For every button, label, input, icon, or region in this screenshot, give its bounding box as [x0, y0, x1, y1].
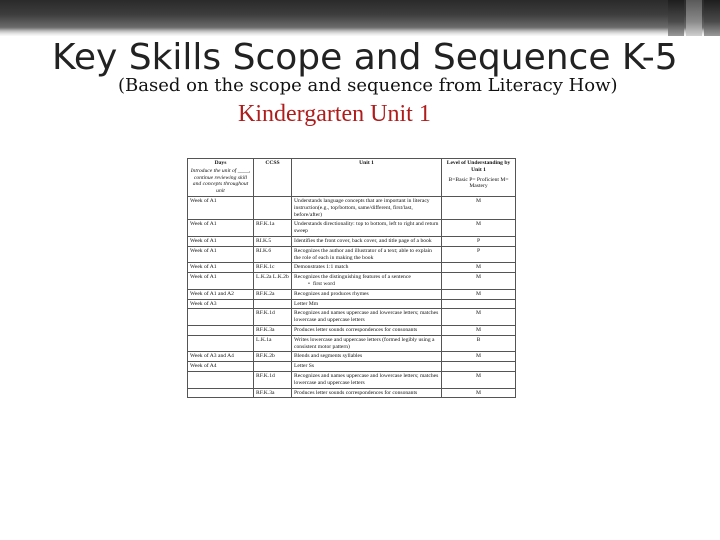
level-cell-text: P	[476, 247, 481, 254]
days-cell	[188, 263, 254, 273]
level-cell-text: M	[476, 197, 481, 204]
decorative-tab	[668, 0, 684, 36]
slide-top-bar	[0, 0, 720, 36]
ccss-cell	[254, 299, 292, 309]
days-cell	[188, 196, 254, 219]
level-cell	[442, 273, 516, 290]
level-header	[442, 159, 516, 197]
skill-cell-text: Blends and segments syllables	[294, 353, 363, 360]
unit-heading: Kindergarten Unit 1	[238, 101, 431, 127]
level-cell	[442, 325, 516, 335]
level-cell	[442, 371, 516, 388]
ccss-cell	[254, 273, 292, 290]
ccss-cell	[254, 352, 292, 362]
days-cell	[188, 299, 254, 309]
skill-cell	[292, 309, 442, 326]
ccss-cell	[254, 325, 292, 335]
table-row	[188, 371, 516, 388]
ccss-cell	[254, 220, 292, 237]
ccss-cell	[254, 371, 292, 388]
level-cell	[442, 299, 516, 309]
level-cell	[442, 388, 516, 398]
skill-cell	[292, 362, 442, 372]
ccss-cell	[254, 196, 292, 219]
table-row	[188, 299, 516, 309]
unit-header: Unit 1	[292, 159, 442, 197]
ccss-cell	[254, 335, 292, 352]
ccss-cell-text: RF.K.2a	[256, 290, 275, 297]
level-cell-text: M	[476, 353, 481, 360]
ccss-cell	[254, 388, 292, 398]
level-cell	[442, 309, 516, 326]
table-row	[188, 273, 516, 290]
skill-cell	[292, 196, 442, 219]
skill-cell	[292, 388, 442, 398]
ccss-cell	[254, 309, 292, 326]
skill-cell	[292, 273, 442, 290]
level-header-label: Level of Understanding by Unit 1	[446, 160, 511, 173]
level-cell-text: B	[476, 336, 481, 343]
decorative-tabs	[666, 0, 720, 36]
days-cell-text: Week of A3	[190, 300, 217, 307]
skill-cell	[292, 352, 442, 362]
ccss-cell-text: RI.K.6	[256, 247, 272, 254]
level-cell	[442, 220, 516, 237]
level-cell-text: M	[476, 290, 481, 297]
skill-cell-text: Produces letter sounds correspondences for consonants	[294, 389, 418, 396]
skill-cell-text: Writes lowercase and uppercase letters (formed legibly using a consistent motor pattern)	[294, 336, 435, 350]
days-cell	[188, 371, 254, 388]
skill-cell	[292, 220, 442, 237]
days-cell-text: Week of A1	[190, 264, 217, 271]
days-cell-text: Week of A1	[190, 221, 217, 228]
table-row	[188, 220, 516, 237]
ccss-cell	[254, 236, 292, 246]
ccss-cell	[254, 263, 292, 273]
days-cell-text: Week of A1	[190, 197, 217, 204]
table-row	[188, 388, 516, 398]
table-row	[188, 196, 516, 219]
ccss-cell	[254, 246, 292, 263]
level-cell	[442, 335, 516, 352]
days-cell	[188, 325, 254, 335]
table-row	[188, 362, 516, 372]
skill-cell-text: Understands language concepts that are important in literacy instruction(e.g., top/bottom, same/different, first/last, before/after)	[294, 197, 430, 218]
days-cell	[188, 309, 254, 326]
days-header	[188, 159, 254, 197]
days-cell	[188, 352, 254, 362]
skill-cell	[292, 325, 442, 335]
table-body	[188, 196, 516, 397]
level-cell-text: M	[476, 264, 481, 271]
ccss-cell-text: RF.K.1d	[256, 372, 275, 379]
table-row	[188, 352, 516, 362]
days-cell-text: Week of A1	[190, 237, 217, 244]
skill-cell-text: Recognizes the author and illustrator of a text; able to explain the role of each in making the book	[294, 247, 432, 261]
skill-cell-text: Produces letter sounds correspondences for consonants	[294, 326, 418, 333]
days-cell	[188, 362, 254, 372]
skill-cell-text: Recognizes the distinguishing features of a sentence	[294, 274, 411, 281]
skill-cell-text: Letter Ss	[294, 363, 315, 370]
level-cell-text: M	[476, 310, 481, 317]
days-cell	[188, 220, 254, 237]
skill-cell	[292, 289, 442, 299]
level-cell-text: M	[476, 326, 481, 333]
skill-cell-text: Recognizes and names uppercase and lowercase letters; matches lowercase and uppercase letters	[294, 310, 439, 324]
table-row	[188, 325, 516, 335]
slide-title: Key Skills Scope and Sequence K-5	[52, 37, 678, 78]
table-row	[188, 236, 516, 246]
days-cell	[188, 289, 254, 299]
skill-cell-text: Recognizes and names uppercase and lowercase letters; matches lowercase and uppercase letters	[294, 372, 439, 386]
days-cell	[188, 246, 254, 263]
table-row	[188, 309, 516, 326]
level-key: B=Basic P= Proficient M= Mastery	[448, 176, 509, 190]
skill-cell	[292, 371, 442, 388]
table-row	[188, 289, 516, 299]
skill-cell-text: Letter Mm	[294, 300, 319, 307]
table-header-row	[188, 159, 516, 197]
table-row	[188, 335, 516, 352]
skill-cell	[292, 335, 442, 352]
level-cell	[442, 196, 516, 219]
slide-subtitle: (Based on the scope and sequence from Literacy How)	[118, 75, 618, 96]
days-cell-text: Week of A3 and A4	[190, 353, 234, 360]
skill-cell	[292, 246, 442, 263]
days-cell	[188, 273, 254, 290]
ccss-cell-text: RF.K.3a	[256, 389, 275, 396]
days-cell-text: Week of A1 and A2	[190, 290, 234, 297]
level-cell-text: M	[476, 389, 481, 396]
skill-cell-text: Recognizes and produces rhymes	[294, 290, 369, 297]
decorative-tab	[704, 0, 720, 36]
skill-cell	[292, 299, 442, 309]
ccss-cell-text: RF.K.1d	[256, 310, 275, 317]
level-cell-text: M	[476, 274, 481, 281]
level-cell	[442, 263, 516, 273]
days-cell	[188, 335, 254, 352]
table-row	[188, 246, 516, 263]
level-cell	[442, 352, 516, 362]
days-cell-text: Week of A4	[190, 363, 217, 370]
days-header-note: Introduce the unit of ____, continue reviewing skill and concepts throughout unit	[190, 167, 251, 195]
ccss-cell-text: RF.K.2b	[256, 353, 275, 360]
days-header-label: Days	[214, 160, 227, 166]
ccss-cell-text: RF.K.3a	[256, 326, 275, 333]
scope-sequence-document	[187, 158, 517, 522]
level-cell-text: P	[476, 237, 481, 244]
skill-cell	[292, 263, 442, 273]
level-cell	[442, 246, 516, 263]
level-cell-text: M	[476, 221, 481, 228]
ccss-cell-text: RF.K.1c	[256, 264, 275, 271]
ccss-cell-text: RI.K.5	[256, 237, 272, 244]
ccss-cell-text: RF.K.1a	[256, 221, 275, 228]
days-cell-text: Week of A1	[190, 247, 217, 254]
skill-cell-text: Identifies the front cover, back cover, and title page of a book	[294, 237, 432, 244]
ccss-cell-text: L.K.2a L.K.2b	[256, 274, 289, 281]
decorative-tab	[686, 0, 702, 36]
ccss-cell-text: L.K.1a	[256, 336, 272, 343]
scope-sequence-table	[187, 158, 516, 398]
table-row	[188, 263, 516, 273]
level-cell	[442, 289, 516, 299]
level-cell-text: M	[476, 372, 481, 379]
ccss-cell	[254, 289, 292, 299]
skill-cell	[292, 236, 442, 246]
ccss-cell	[254, 362, 292, 372]
level-cell	[442, 236, 516, 246]
level-cell	[442, 362, 516, 372]
days-cell-text: Week of A1	[190, 274, 217, 281]
days-cell	[188, 388, 254, 398]
top-bar-shine	[0, 28, 720, 36]
ccss-header: CCSS	[254, 159, 292, 197]
skill-cell-text: Demonstrates 1:1 match	[294, 264, 349, 271]
skill-bullet: • first word	[294, 281, 439, 288]
days-cell	[188, 236, 254, 246]
skill-cell-text: Understands directionality: top to bottom, left to right and return sweep	[294, 221, 439, 235]
